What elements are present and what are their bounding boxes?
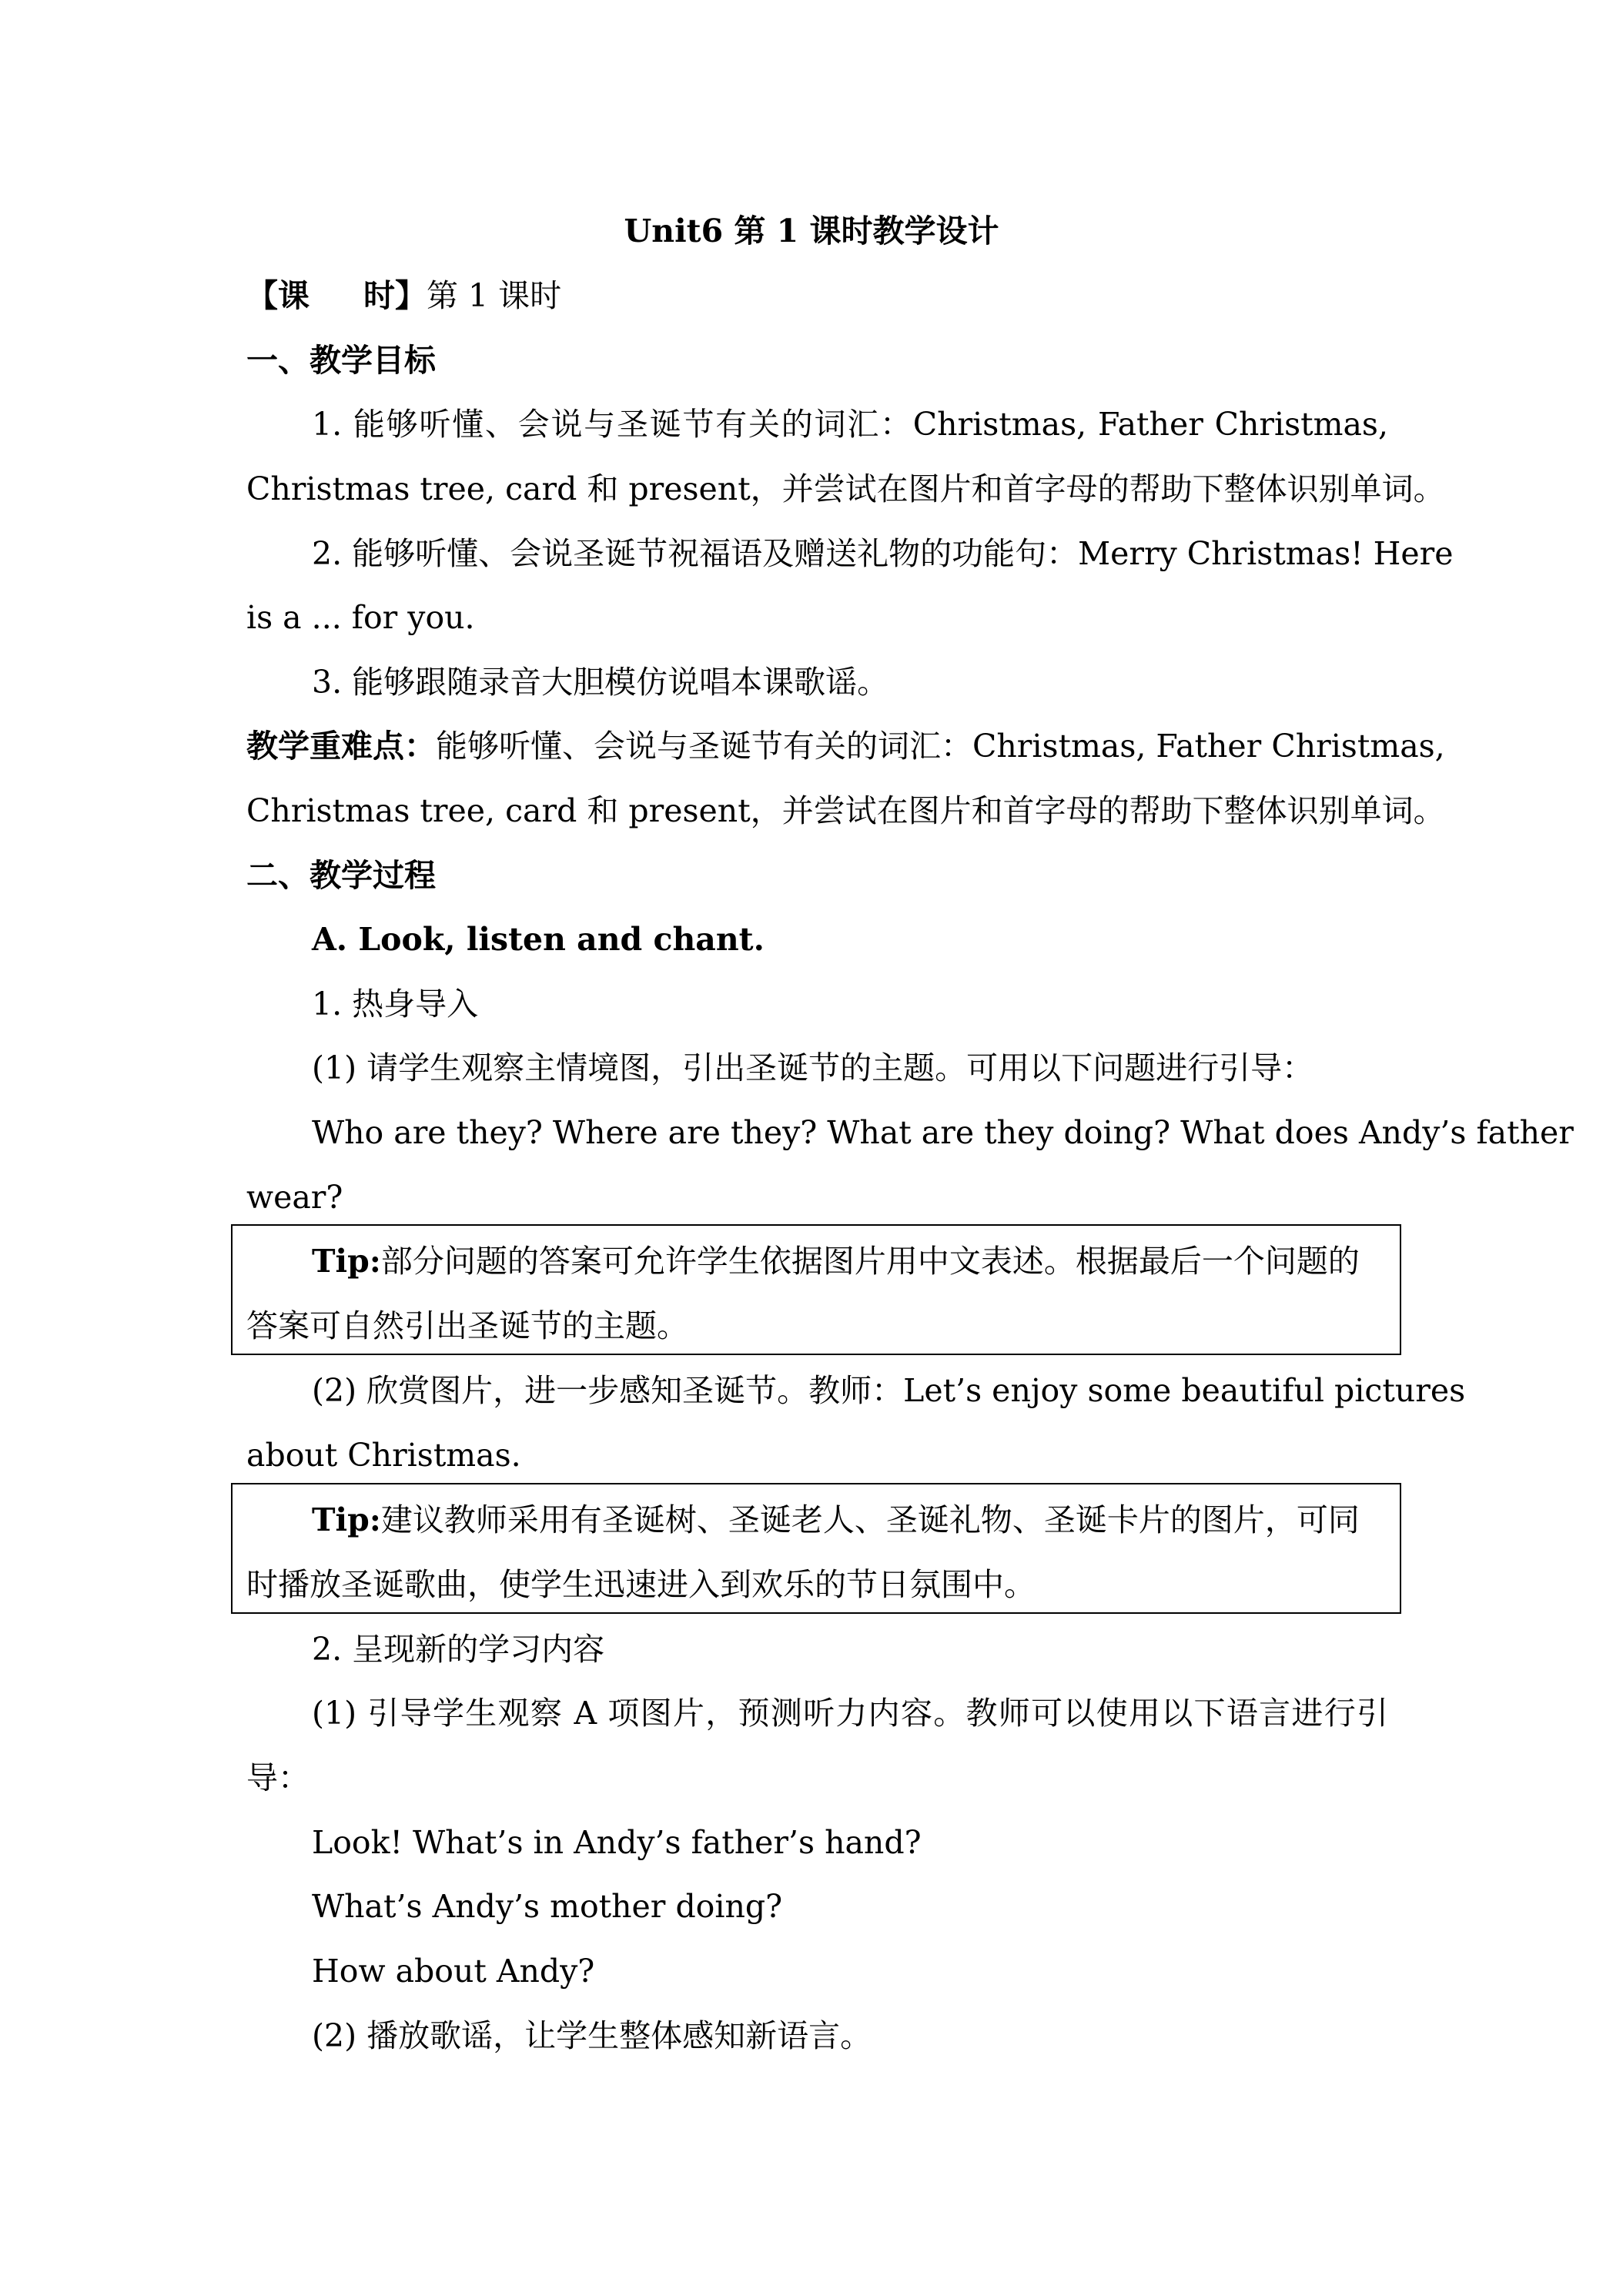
tip1-line2: 答案可自然引出圣诞节的主题。 (246, 1307, 688, 1344)
section1-heading: 一、教学目标 (246, 342, 436, 379)
tip2-label: Tip: (312, 1501, 381, 1538)
look-question-1: Look! What’s in Andy’s father’s hand? (312, 1824, 922, 1861)
goal1-line1: 1. 能够听懂、会说与圣诞节有关的词汇：Christmas, Father Christmas, (312, 406, 1388, 443)
step1-item1: (1) 请学生观察主情境图，引出圣诞节的主题。可用以下问题进行引导： (312, 1049, 1314, 1086)
lesson-bracket-open: 【课 (246, 277, 310, 314)
tip1-text: 部分问题的答案可允许学生依据图片用中文表述。根据最后一个问题的 (380, 1243, 1360, 1280)
tip1-label: Tip: (312, 1243, 381, 1280)
key-points-text: 能够听懂、会说与圣诞节有关的词汇：Christmas, Father Christmas, (436, 728, 1445, 765)
step1-item2-line1: (2) 欣赏图片，进一步感知圣诞节。教师：Let’s enjoy some beautiful pictures (312, 1372, 1466, 1409)
step2-item1-line2: 导： (246, 1759, 310, 1796)
page-title: Unit6 第 1 课时教学设计 (624, 213, 999, 249)
key-points-label: 教学重难点： (246, 728, 436, 765)
questions-line1: Who are they? Where are they? What are they doing? What does Andy’s father (312, 1114, 1574, 1151)
tip2-line2: 时播放圣诞歌曲，使学生迅速进入到欢乐的节日氛围中。 (246, 1566, 1036, 1603)
section2-heading: 二、教学过程 (246, 857, 436, 894)
tip2-text: 建议教师采用有圣诞树、圣诞老人、圣诞礼物、圣诞卡片的图片，可同 (380, 1501, 1360, 1538)
look-question-3: How about Andy? (312, 1953, 595, 1990)
step1-heading: 1. 热身导入 (312, 986, 479, 1022)
step2-item2: (2) 播放歌谣，让学生整体感知新语言。 (312, 2017, 872, 2054)
goal2-line1: 2. 能够听懂、会说圣诞节祝福语及赠送礼物的功能句：Merry Christmas! Here (312, 535, 1454, 572)
goal1-line2: Christmas tree, card 和 present，并尝试在图片和首字母的帮助下整体识别单词。 (246, 470, 1445, 507)
tip2-line1 (312, 1501, 1360, 1538)
look-question-2: What’s Andy’s mother doing? (312, 1888, 783, 1925)
lesson-line (246, 277, 562, 314)
part-a-heading: A. Look, listen and chant. (312, 921, 765, 958)
key-points-line2: Christmas tree, card 和 present，并尝试在图片和首字母的帮助下整体识别单词。 (246, 792, 1445, 829)
key-points-line1 (246, 728, 1445, 765)
step1-item2-line2: about Christmas. (246, 1437, 521, 1474)
lesson-bracket-close: 时】 (363, 277, 427, 314)
goal2-line2: is a ... for you. (246, 599, 475, 636)
tip1-line1 (312, 1243, 1360, 1280)
step2-heading: 2. 呈现新的学习内容 (312, 1631, 605, 1668)
step2-item1-line1: (1) 引导学生观察 A 项图片，预测听力内容。教师可以使用以下语言进行引 (312, 1695, 1388, 1732)
questions-line2: wear? (246, 1179, 343, 1216)
lesson-value: 第 1 课时 (427, 277, 562, 314)
goal3: 3. 能够跟随录音大胆模仿说唱本课歌谣。 (312, 664, 889, 701)
